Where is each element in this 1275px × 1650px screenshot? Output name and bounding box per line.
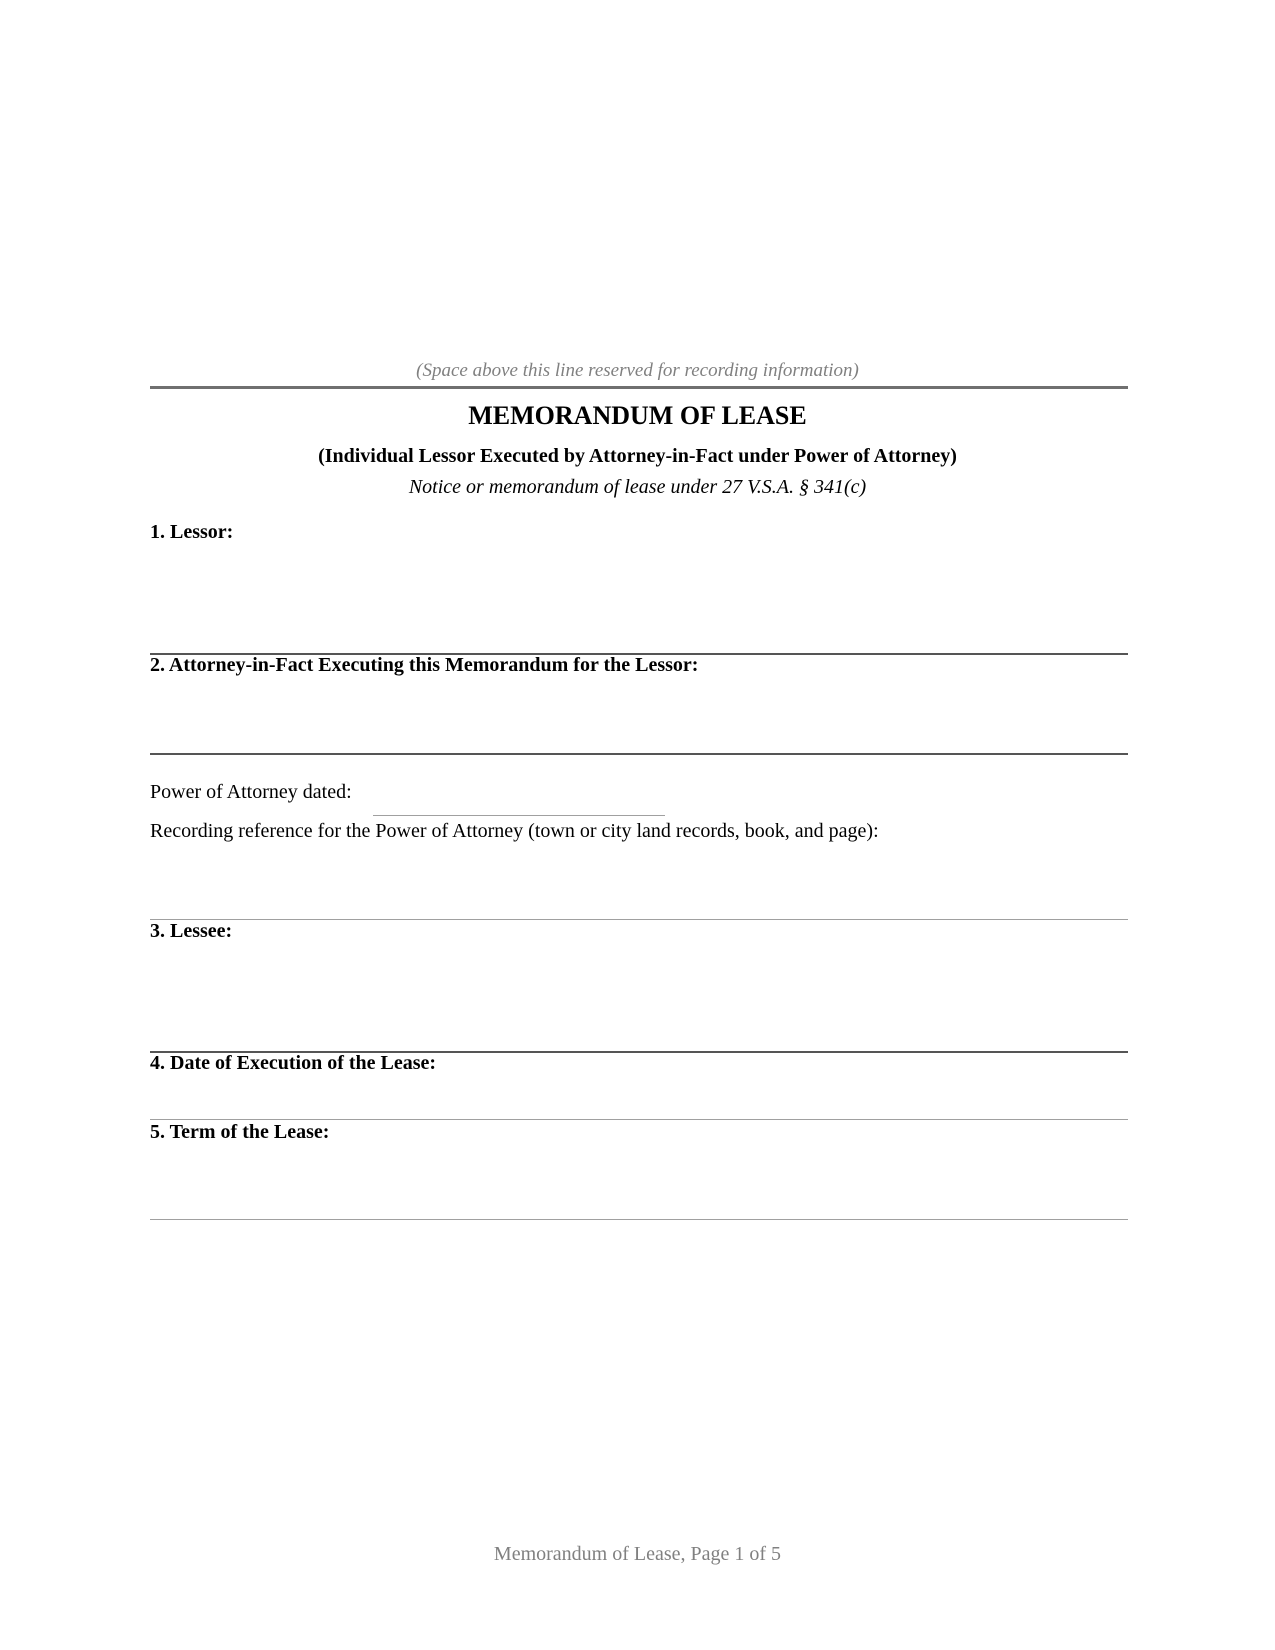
poa-recording-blank-line[interactable] [150, 919, 1128, 920]
document-title: MEMORANDUM OF LEASE [468, 401, 807, 430]
date-of-execution-heading: 4. Date of Execution of the Lease: [150, 1052, 437, 1074]
lessor-heading: 1. Lessor: [150, 521, 234, 543]
poa-dated-label: Power of Attorney dated: [150, 781, 352, 803]
document-subtitle: (Individual Lessor Executed by Attorney-in-Fact under Power of Attorney) [318, 445, 957, 467]
page-footer: Memorandum of Lease, Page 1 of 5 [493, 1543, 782, 1565]
term-heading: 5. Term of the Lease: [150, 1121, 330, 1143]
attorney-in-fact-heading: 2. Attorney-in-Fact Executing this Memorandum for the Lessor: [150, 654, 699, 676]
recording-divider [150, 386, 1128, 389]
poa-dated-blank-line[interactable] [373, 815, 665, 816]
attorney-in-fact-blank-line[interactable] [150, 753, 1128, 755]
recording-space-note: (Space above this line reserved for recording information) [416, 360, 859, 381]
term-blank-line[interactable] [150, 1219, 1128, 1220]
lessee-heading: 3. Lessee: [150, 920, 233, 942]
poa-recording-label: Recording reference for the Power of Attorney (town or city land records, book, and page): [150, 820, 879, 842]
statute-note: Notice or memorandum of lease under 27 V.S.A. § 341(c) [408, 476, 867, 498]
